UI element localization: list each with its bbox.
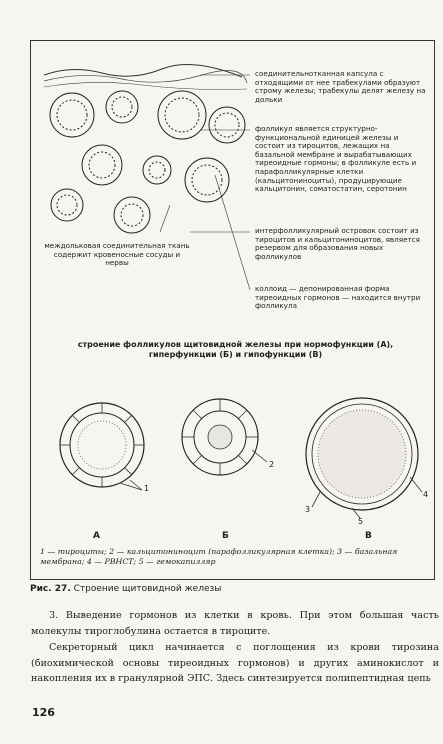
colloid-label: коллоид — депонированная форма тиреоидных гормонов — находится внутри фолликула [255, 284, 421, 311]
letter-c: В [365, 531, 372, 541]
figure-caption [30, 584, 435, 594]
follicle-a-drawing [50, 395, 160, 515]
caption-text: Строение щитовидной железы [73, 584, 222, 594]
label-number-4: 4 [423, 490, 429, 499]
follicle-label: фолликул является структурно-функциональной единицей железы и состоит из тироцитов, лежащих на базальной мембране и вырабатывающих тиреоидные гормоны; в фолликуле есть и парафолликулярные клетки (кальцитониноциты), продуцирующие кальцитонин, соматостатин, серотонин [255, 124, 417, 194]
letter-a: А [93, 531, 100, 541]
paragraph-2: Секреторный цикл начинается с поглощения из крови тирозина (биохимической основы тиреоидных гормонов) и других аминокислот и накопления их в гранулярной ЭПС. Здесь синтезируется полипептидная цепь [31, 642, 439, 684]
interlobular-label: междольковая соединительная ткань содержит кровеносные сосуды и нервы [44, 241, 190, 268]
figure-legend: 1 — тироциты; 2 — кальцитониноцит (парафолликулярная клетка); 3 — базальная мембрана; 4 — РВНСТ; 5 — гемокапилляр [40, 547, 398, 566]
label-number-3: 3 [305, 505, 311, 514]
capsule-label: соединительнотканная капсула с отходящими от нее трабекулами образуют строму железы; трабекулы делят железу на дольки [255, 69, 426, 104]
paragraph-1: 3. Выведение гормонов из клетки в кровь. При этом большая часть молекулы тироглобулина остается в тироците. [31, 610, 439, 637]
follicle-c-drawing [302, 392, 432, 532]
caption-label: Рис. 27. [30, 584, 71, 594]
page-number: 126 [32, 706, 55, 719]
label-number-2: 2 [269, 460, 275, 469]
follicles-subtitle: строение фолликулов щитовидной железы при нормофункции (А), гиперфункции (Б) и гипофункции (В) [77, 340, 394, 359]
label-number-5: 5 [358, 517, 364, 526]
label-number-1: 1 [144, 484, 150, 493]
islet-label: интерфолликулярный островок состоит из тироцитов и кальцитониноцитов, является резервом для образования новых фолликулов [255, 226, 420, 261]
follicle-b-drawing [172, 392, 275, 512]
letter-b: Б [222, 531, 229, 541]
